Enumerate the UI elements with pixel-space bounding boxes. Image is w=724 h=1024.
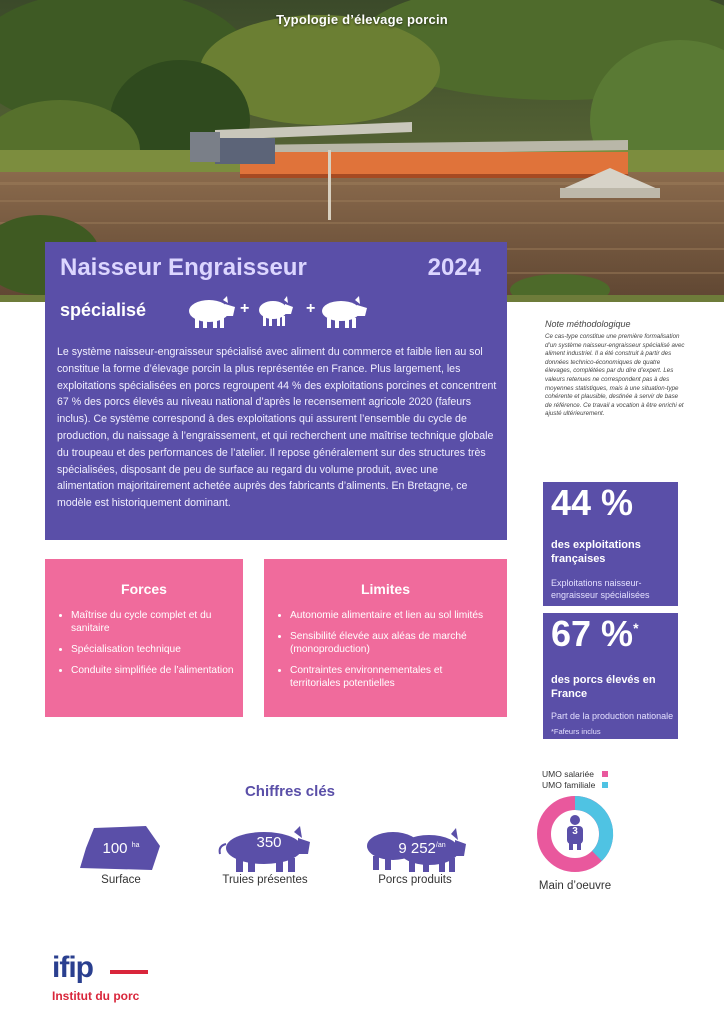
porcs-number: 9 252	[398, 840, 436, 857]
stat-label: des exploitations françaises	[551, 539, 641, 565]
stat-card-porcs	[543, 613, 678, 739]
surface-label: Surface	[101, 874, 141, 886]
surface-value	[76, 840, 166, 857]
legend-item-familiale	[542, 780, 622, 791]
legend-swatch	[602, 782, 608, 788]
list-item: • Autonomie alimentaire et lien au sol limités	[290, 609, 490, 622]
truies-label: Truies présentes	[222, 874, 308, 886]
workforce-label: Main d’oeuvre	[538, 880, 612, 892]
list-item: • Sensibilité élevée aux aléas de marché (monoproduction)	[290, 630, 490, 656]
stat-value	[551, 613, 639, 655]
stat-value-number: 67 %	[551, 613, 634, 654]
legend-item-salariee	[542, 769, 622, 780]
methodology-note	[545, 319, 685, 419]
porcs-figure	[363, 826, 467, 874]
surface-number: 100	[102, 840, 128, 857]
porcs-unit: /an	[435, 842, 446, 849]
forces-list	[59, 609, 241, 685]
legend-label: UMO salariée	[542, 769, 594, 779]
workforce-legend	[542, 769, 622, 791]
legend-label: UMO familiale	[542, 780, 596, 790]
truies-value: 350	[256, 834, 282, 851]
truies-figure	[214, 826, 312, 874]
forces-title: Forces	[121, 581, 167, 597]
stat-description: Exploitations naisseur-engraisseur spécialisées	[551, 578, 650, 600]
surface-figure	[76, 824, 166, 872]
stat-description: Part de la production nationale	[551, 711, 674, 721]
key-figures-title: Chiffres clés	[244, 783, 336, 800]
panel-title: Naisseur Engraisseur	[60, 254, 307, 281]
porcs-value	[377, 840, 467, 857]
list-item: • Spécialisation technique	[71, 643, 241, 656]
limites-title: Limites	[360, 581, 410, 597]
legend-swatch	[602, 771, 608, 777]
system-description-panel	[45, 242, 507, 540]
note-text: Ce cas-type constitue une première formalisation d’un système naisseur-engraisseur spécialisé avec aliment industriel. Il a été construit à partir des données technico-économiques de quatre élevages, complétées par du dire d’expert. Les valeurs retenues ne correspondent pas à des moyennes statistiques, mais à une situation-type cohérente et plausible, destinée à servir de base de référence. Ce travail a vocation à être enrichi et ajusté ultérieurement.	[545, 333, 685, 418]
porcs-label: Porcs produits	[378, 874, 452, 886]
pig-icons-row	[185, 294, 375, 335]
stat-value: 44 %	[551, 482, 634, 523]
workforce-donut	[535, 794, 615, 874]
plus-sign: +	[306, 300, 316, 317]
footnote-mark: *	[633, 620, 639, 636]
panel-description: Le système naisseur-engraisseur spécialisé avec aliment du commerce et faible lien au sol constitue la forme d’élevage porcin la plus représentée en France. Plus largement, les exploitations spécialisées en porcs regroupent 44 % des exploitations porcines et concentrent 67 % des porcs élevés au niveau national d’après le recensement agricole 2020 (fafeurs inclus). Ce système correspond à des exploitations qui assurent l’ensemble du cycle de production, du naissage à l’engraissement, et qui recherchent une maîtrise technique globale du troupeau et des performances de l’atelier. Il repose généralement sur des structures très spécialisées, disposant de peu de surface au regard du volume produit, avec une alimentation majoritairement achetée auprès des fabricants d’aliments. En Bretagne, ce modèle est historiquement dominant.	[57, 346, 497, 510]
stat-card-exploitations	[543, 482, 678, 606]
list-item: • Maîtrise du cycle complet et du sanitaire	[71, 609, 241, 635]
ifip-logo	[52, 952, 139, 1003]
limites-list	[278, 609, 490, 698]
note-title: Note méthodologique	[545, 319, 631, 329]
logo-tagline: Institut du porc	[52, 989, 140, 1003]
workforce-value: 3	[572, 826, 578, 837]
plus-sign: +	[240, 300, 250, 317]
panel-year: 2024	[427, 254, 481, 281]
sow-piglet-pig-icon	[185, 294, 375, 330]
panel-subtitle: spécialisé	[60, 300, 147, 320]
list-item: • Contraintes environnementales et territoriales potentielles	[290, 664, 490, 690]
stat-label: des porcs élevés en France	[551, 674, 656, 700]
logo-wordmark: ifip	[52, 951, 93, 984]
logo-red-bar	[110, 970, 148, 974]
surface-unit: ha	[131, 842, 140, 849]
document-category-title: Typologie d’élevage porcin	[276, 12, 448, 27]
list-item: • Conduite simplifiée de l’alimentation	[71, 664, 241, 677]
limites-box	[264, 559, 507, 717]
forces-box	[45, 559, 243, 717]
stat-footnote: *Fafeurs inclus	[551, 727, 601, 736]
